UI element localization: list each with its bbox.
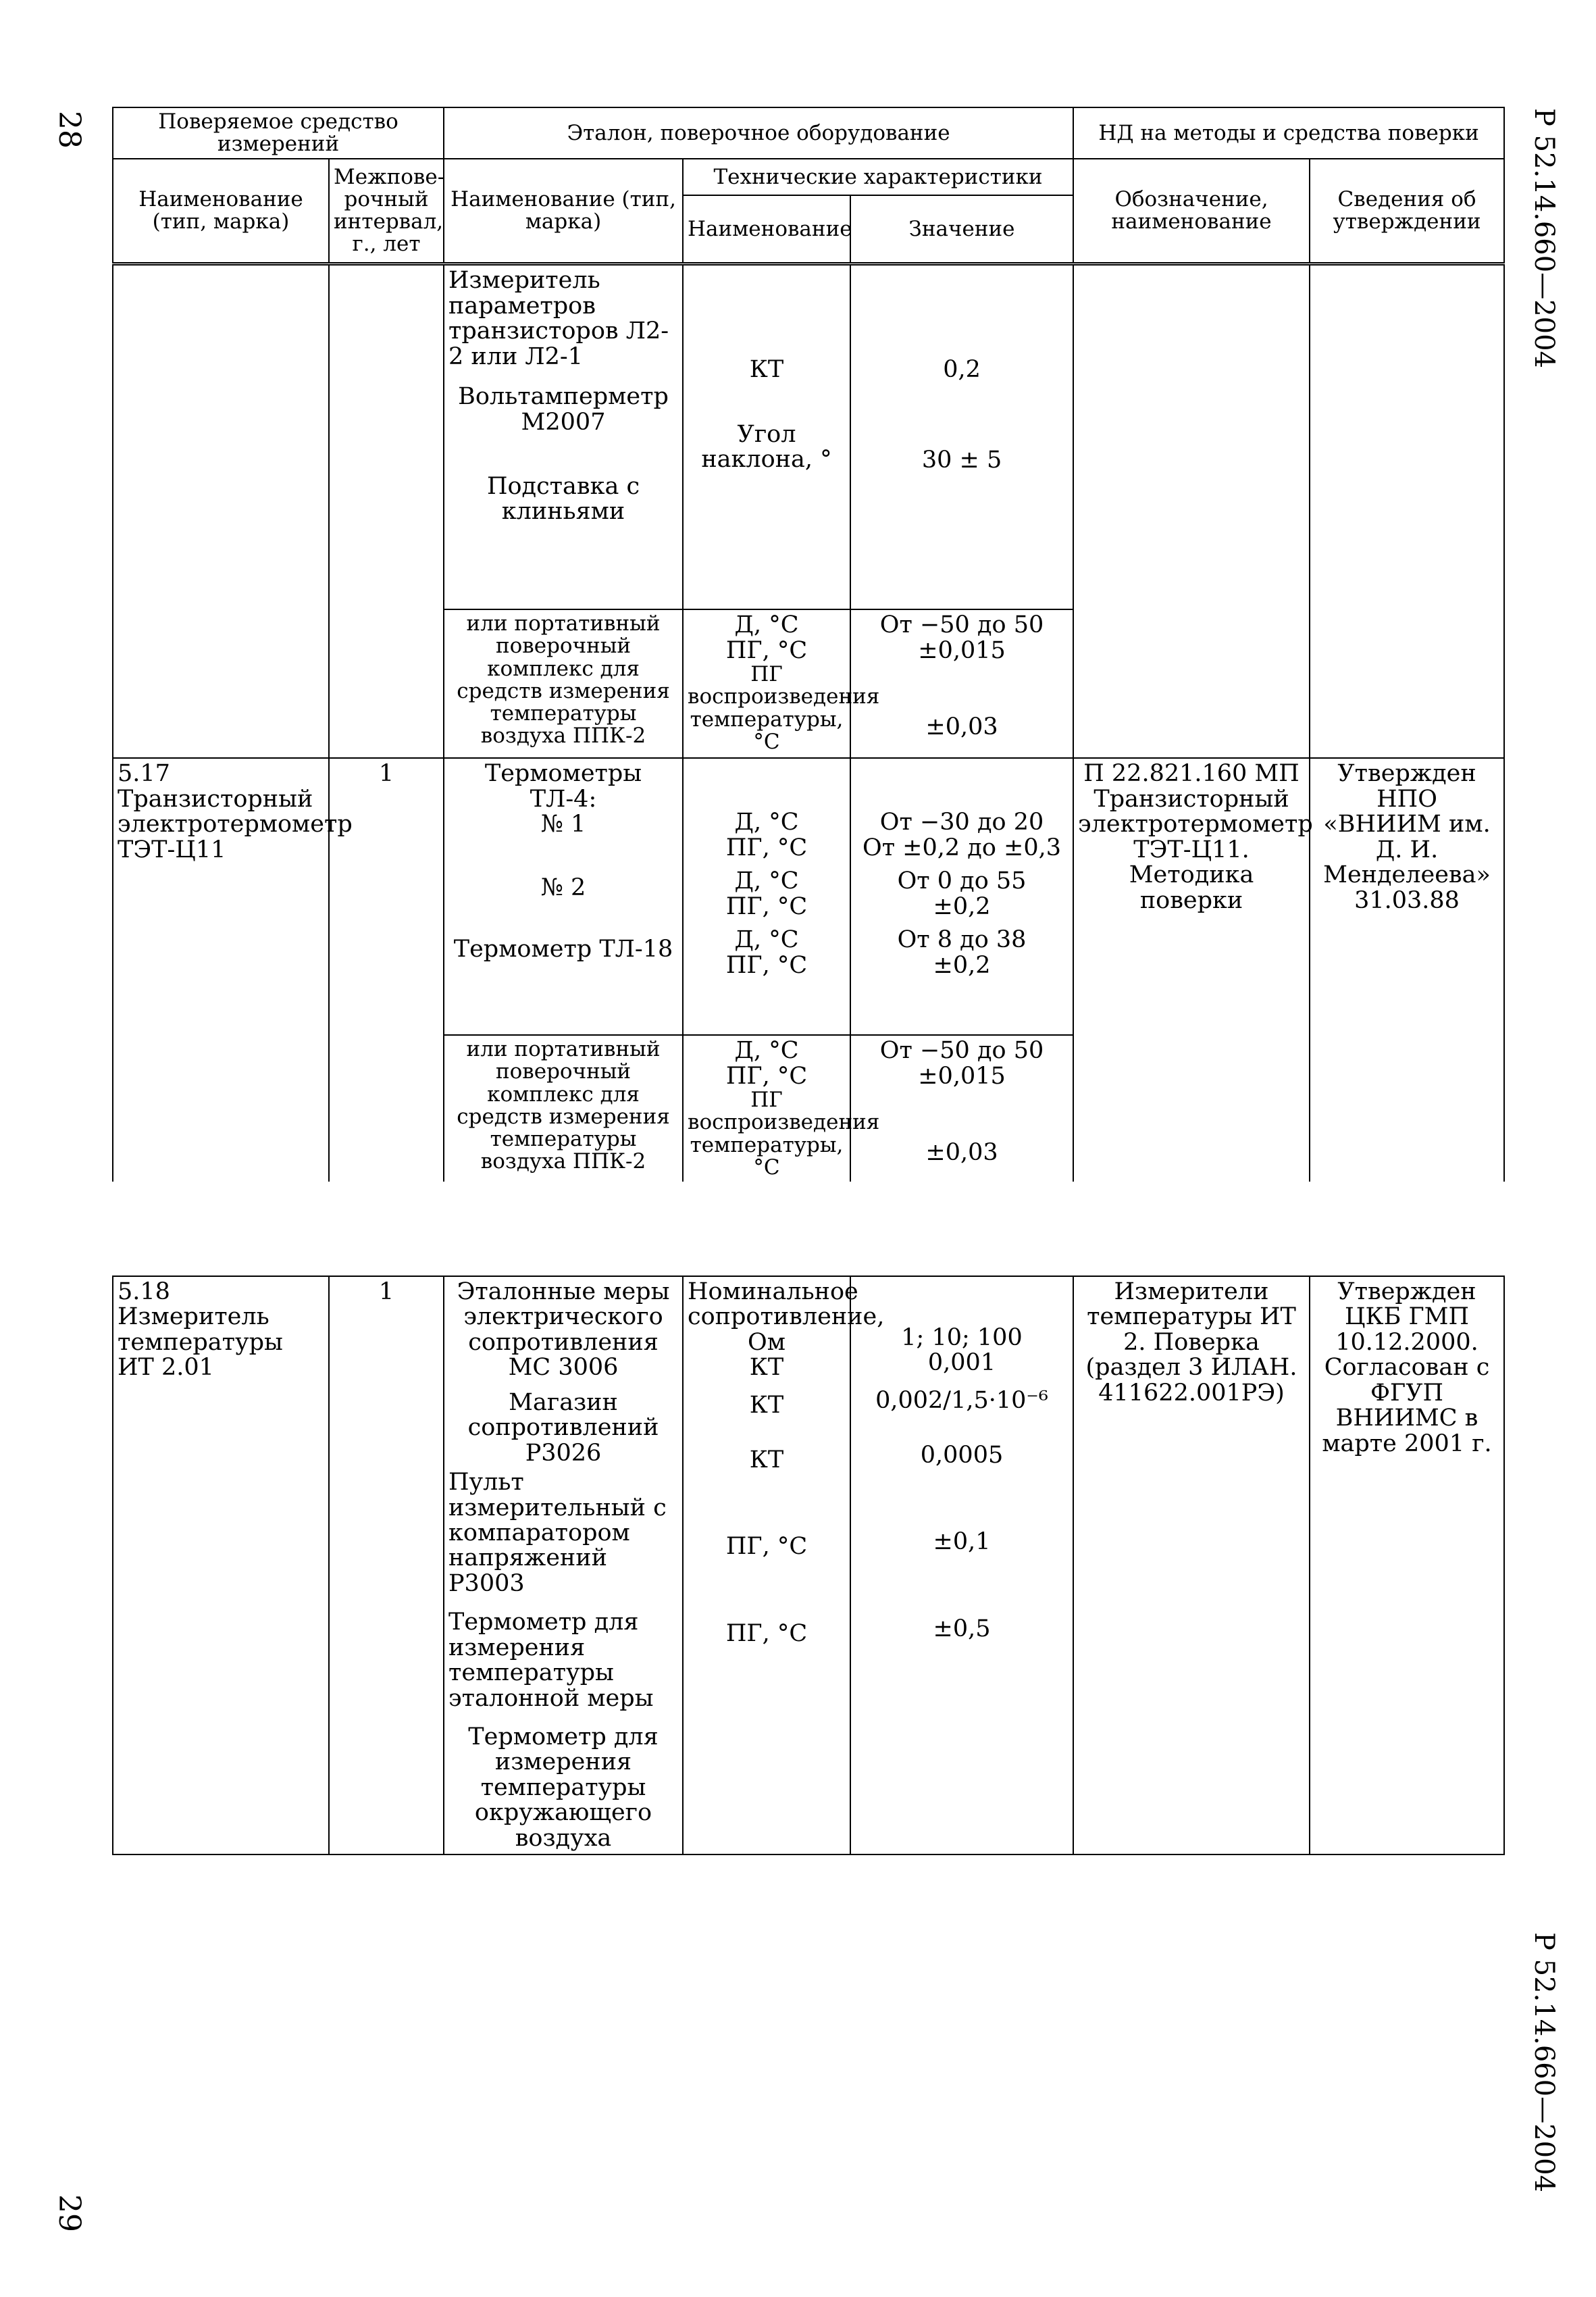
tl18-char-d: Д, °С [734, 926, 799, 954]
cont-tech-name [683, 264, 850, 610]
n1-char-pg: ПГ, °С [725, 834, 808, 861]
tl18-char-pg: ПГ, °С [725, 951, 808, 979]
tl18-value-d: От 8 до 38 [897, 926, 1027, 954]
ms3006-value-nominal: 1; 10; 100 [901, 1324, 1023, 1351]
r3026-char: КТ [749, 1391, 784, 1419]
ppk-char-pg-repro: ПГ воспроизведения температуры, °С [688, 662, 880, 754]
n1-value-pg: От ±0,2 до ±0,3 [863, 834, 1062, 861]
row517-values [850, 758, 1073, 1035]
row518-name: 5.18 Измеритель температуры ИТ 2.01 [113, 1276, 329, 1854]
header-col-approval: Сведения об утверждении [1310, 159, 1504, 264]
row517-name: 5.17 Транзисторный электротермометр ТЭТ-Ц11 [113, 758, 329, 1182]
row518-etalon-names [444, 1276, 683, 1854]
r517-ppk-char-d: Д, °С [734, 1037, 799, 1065]
header-col-etalon-name: Наименование (тип, марка) [444, 159, 683, 264]
r517-ppk-value-pg: ±0,015 [918, 1062, 1006, 1090]
tl4-n2: № 2 [540, 874, 586, 901]
r517-ppk-value-pg-repro: ±0,03 [925, 1139, 998, 1167]
ppk-char-d: Д, °С [734, 611, 799, 639]
char-m2007: КТ [749, 356, 784, 384]
char-stand: Угол наклона, ° [701, 420, 832, 474]
ppk-char-pg: ПГ, °С [725, 636, 808, 664]
thermo-air-char: ПГ, °С [725, 1620, 808, 1648]
r517-ppk-char-pg-repro: ПГ воспроизведения температуры, °С [688, 1088, 880, 1180]
tl18-value-pg: ±0,2 [933, 951, 991, 979]
thermo-etalon-name: Термометр для измерения температуры эталонной меры [448, 1609, 654, 1712]
header-col-designation: Обозначение, наименование [1073, 159, 1310, 264]
ms3006-name: Эталонные меры электрического сопротивления МС 3006 [457, 1278, 670, 1382]
etalon-m2007: Вольтамперметр М2007 [458, 383, 669, 436]
row518-chars [683, 1276, 885, 1854]
row518-approval: Утвержден ЦКБ ГМП 10.12.2000. Согласован с ФГУП ВНИИМС в марте 2001 г. [1310, 1276, 1504, 1854]
thermo-etalon-value: ±0,1 [933, 1528, 991, 1555]
n2-value-d: От 0 до 55 [897, 867, 1027, 895]
r517-ppk-value-d: От −50 до 50 [879, 1037, 1044, 1065]
tl4-n1: № 1 [540, 811, 586, 838]
header-verified-group: Поверяемое средство измерений [113, 107, 444, 159]
row517-designation: П 22.821.160 МП Транзисторный электротермометр ТЭТ-Ц11. Методика поверки [1073, 758, 1310, 1182]
verification-table-top [112, 107, 1505, 1182]
r3003-char: КТ [749, 1446, 784, 1474]
row517-approval: Утвержден НПО «ВНИИМ им. Д. И. Менделеева» 31.03.88 [1310, 758, 1504, 1182]
r3026-name: Магазин сопротивлений Р3026 [467, 1388, 659, 1467]
cont-ppk-values [850, 609, 1073, 758]
cont-designation [1073, 264, 1310, 759]
row517-etalon-name [444, 758, 683, 1035]
ppk-value-pg-repro: ±0,03 [925, 713, 998, 741]
r3003-name: Пульт измерительный с компаратором напряжений Р3003 [448, 1469, 667, 1597]
header-col-interval: Межпове-рочный интервал, г., лет [329, 159, 444, 264]
cont-tech-value [850, 264, 1073, 610]
row517-ppk-chars [683, 1035, 880, 1182]
row518-values [850, 1276, 1073, 1854]
r517-ppk-char-pg: ПГ, °С [725, 1062, 808, 1090]
ms3006-char-nominal: Номинальное сопротивление, Ом [688, 1278, 885, 1356]
thermo-air-value: ±0,5 [933, 1615, 991, 1643]
thermo-air-name: Термометр для измерения температуры окружающего воздуха [468, 1723, 659, 1852]
cont-ppk-chars [683, 609, 880, 758]
row518-interval: 1 [329, 1276, 444, 1854]
ms3006-value-kt: 0,001 [927, 1349, 996, 1377]
n2-value-pg: ±0,2 [933, 892, 991, 920]
page-number-top: 28 [52, 111, 86, 149]
n2-char-d: Д, °С [734, 867, 799, 895]
header-col-name: Наименование (тип, марка) [113, 159, 329, 264]
value-stand: 30 ± 5 [921, 446, 1002, 474]
row517-ppk-name: или портативный поверочный комплекс для средств измерения температуры воздуха ППК-2 [444, 1035, 683, 1182]
header-col-tech-value: Значение [850, 195, 1073, 264]
row517-chars [683, 758, 850, 1035]
cont-ppk-name: или портативный поверочный комплекс для средств измерения температуры воздуха ППК-2 [444, 609, 683, 758]
cont-interval [329, 264, 444, 759]
header-col-tech-name: Наименование [683, 195, 850, 264]
ms3006-char-kt: КТ [749, 1354, 784, 1382]
row518-designation: Измерители температуры ИТ 2. Поверка (раздел 3 ИЛАН. 411622.001РЭ) [1073, 1276, 1310, 1854]
etalon-stand: Подставка с клиньями [486, 472, 640, 526]
row517-ppk-values [850, 1035, 1073, 1182]
ppk-value-pg: ±0,015 [918, 636, 1006, 664]
page-number-bottom: 29 [52, 2194, 86, 2232]
header-nd-group: НД на методы и средства поверки [1073, 107, 1504, 159]
document-code-top: Р 52.14.660—2004 [1528, 108, 1560, 368]
n2-char-pg: ПГ, °С [725, 892, 808, 920]
ppk-value-d: От −50 до 50 [879, 611, 1044, 639]
header-etalon-group: Эталон, поверочное оборудование [444, 107, 1073, 159]
cont-etalon-name [444, 264, 683, 610]
n1-char-d: Д, °С [734, 809, 799, 836]
value-m2007: 0,2 [943, 356, 981, 384]
document-code-bottom: Р 52.14.660—2004 [1528, 1932, 1560, 2192]
cont-verified-name [113, 264, 329, 759]
tl4-title: Термометры ТЛ-4: [484, 760, 642, 813]
tl18-name: Термометр ТЛ-18 [453, 936, 673, 963]
thermo-etalon-char: ПГ, °С [725, 1532, 808, 1560]
verification-table-bottom [112, 1276, 1505, 1855]
header-col-tech: Технические характеристики [683, 159, 1073, 195]
n1-value-d: От −30 до 20 [879, 809, 1044, 836]
etalon-l2: Измеритель параметров транзисторов Л2-2 или Л2-1 [448, 267, 669, 370]
r3026-value: 0,002/1,5·10⁻⁶ [875, 1386, 1048, 1414]
row517-interval: 1 [329, 758, 444, 1182]
cont-approval [1310, 264, 1504, 759]
r3003-value: 0,0005 [920, 1442, 1004, 1469]
